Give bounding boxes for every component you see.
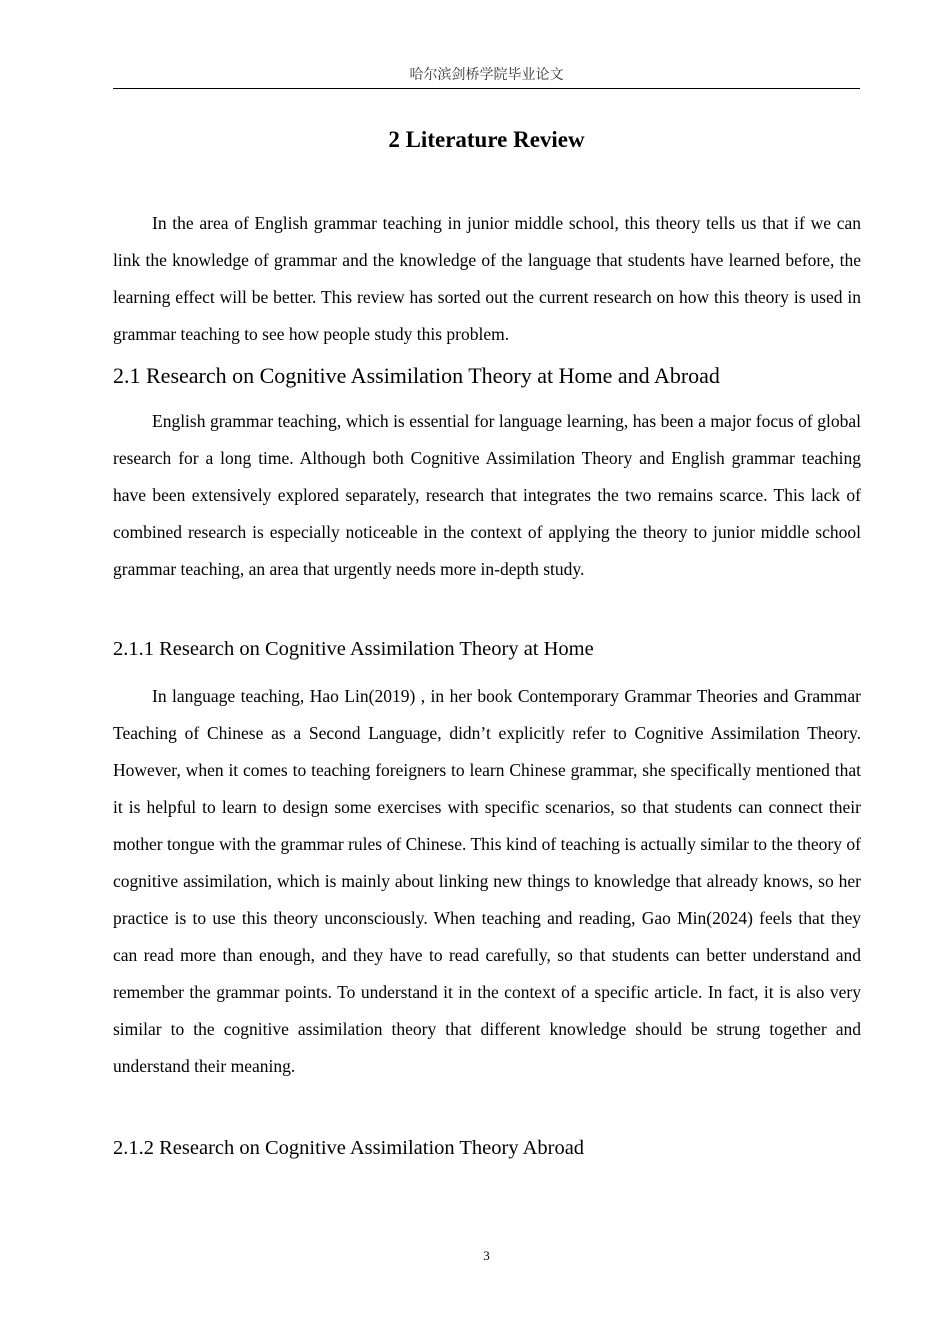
section-2-1-1-paragraph: In language teaching, Hao Lin(2019) , in her book Contemporary Grammar Theories and Grammar Teaching of Chinese as a Second Language, didn’t explicitly refer to Cognitive Assimilation Theory. However, when it comes to teaching foreigners to learn Chinese grammar, she specifically mentioned that it is helpful to learn to design some exercises with specific scenarios, so that students can connect their mother tongue with the grammar rules of Chinese. This kind of teaching is actually similar to the theory of cognitive assimilation, which is mainly about linking new things to knowledge that already knows, so her practice is to use this theory unconsciously. When teaching and reading, Gao Min(2024) feels that they can read more than enough, and they have to read carefully, so that students can better understand and remember the grammar points. To understand it in the context of a specific article. In fact, it is also very similar to the cognitive assimilation theory that different knowledge should be strung together and understand their meaning. <box>113 686 861 1076</box>
section-2-1-paragraph: English grammar teaching, which is essential for language learning, has been a major focus of global research for a long time. Although both Cognitive Assimilation Theory and English grammar teaching have been extensively explored separately, research that integrates the two remains scarce. This lack of combined research is especially noticeable in the context of applying the theory to junior middle school grammar teaching, an area that urgently needs more in-depth study. <box>113 411 861 579</box>
section-heading-2-1-2: 2.1.2 Research on Cognitive Assimilation Theory Abroad <box>113 1137 585 1159</box>
page-number: 3 <box>483 1248 490 1263</box>
chapter-title: 2 Literature Review <box>388 127 585 152</box>
section-heading-2-1: 2.1 Research on Cognitive Assimilation Theory at Home and Abroad <box>113 363 720 388</box>
header-divider <box>113 88 860 89</box>
section-heading-2-1-1: 2.1.1 Research on Cognitive Assimilation Theory at Home <box>113 638 594 660</box>
intro-paragraph: In the area of English grammar teaching in junior middle school, this theory tells us that if we can link the knowledge of grammar and the knowledge of the language that students have learned before, the learning effect will be better. This review has sorted out the current research on how this theory is used in grammar teaching to see how people study this problem. <box>113 213 861 344</box>
running-header: 哈尔滨剑桥学院毕业论文 <box>409 67 564 83</box>
